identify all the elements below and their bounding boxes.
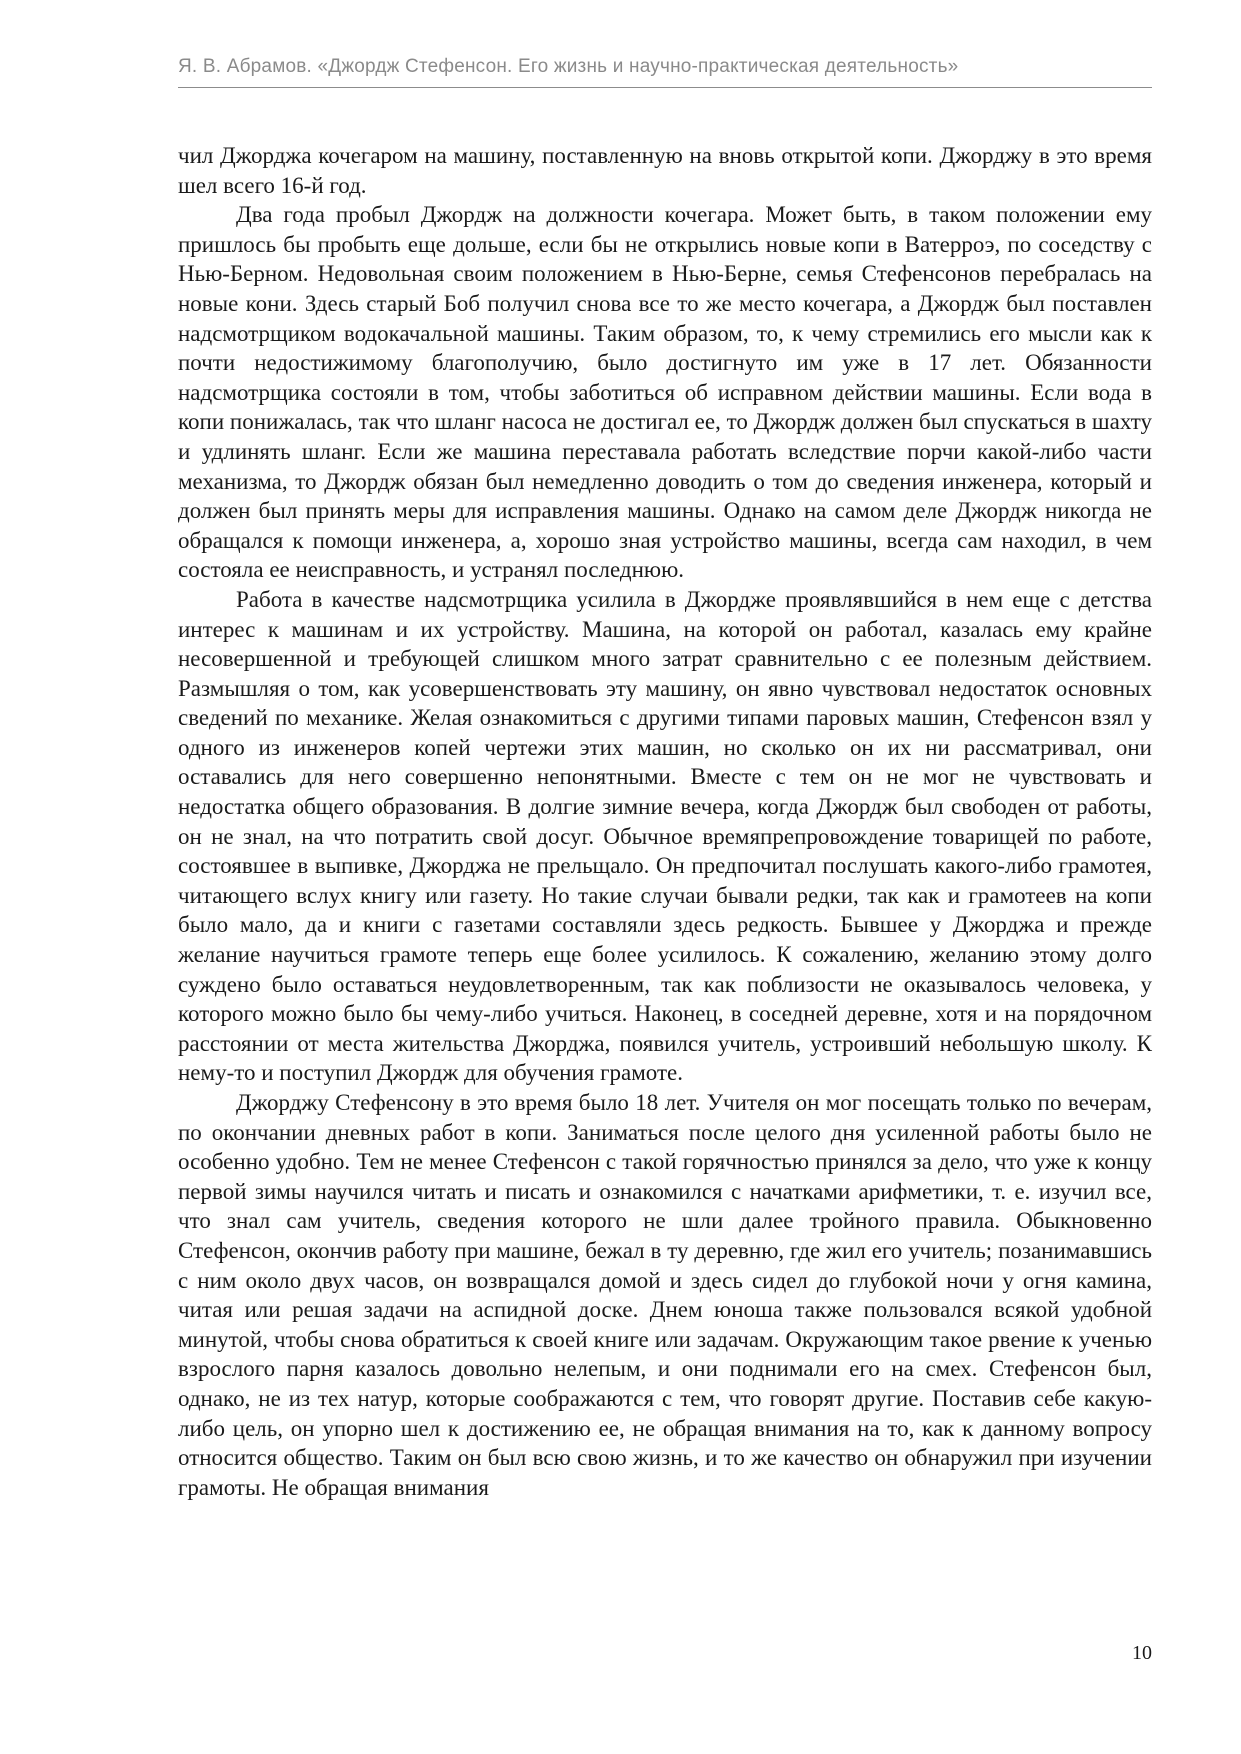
paragraph: Работа в качестве надсмотрщика усилила в Джордже проявлявшийся в нем еще с детства интерес к машинам и их устройству. Машина, на которой он работал, казалась ему крайне несовершенной и требующей слишком много затрат сравнительно с ее полезным действием. Размышляя о том, как усовершенствовать эту машину, он явно чувствовал недостаток основных сведений по механике. Желая ознакомиться с другими типами паровых машин, Стефенсон взял у одного из инженеров копей чертежи этих машин, но сколько он их ни рассматривал, они оставались для него совершенно непонятными. Вместе с тем он не мог не чувствовать и недостатка общего образования. В долгие зимние вечера, когда Джордж был свободен от работы, он не знал, на что потратить свой досуг. Обычное времяпрепровождение товарищей по работе, состоявшее в выпивке, Джорджа не прельщало. Он предпочитал послушать какого-либо грамотея, читающего вслух книгу или газету. Но такие случаи бывали редки, так как и грамотеев на копи было мало, да и книги с газетами составляли здесь редкость. Бывшее у Джорджа и прежде желание научиться грамоте теперь еще более усилилось. К сожалению, желанию этому долго суждено было оставаться неудовлетворенным, так как поблизости не оказывалось человека, у которого можно было бы чему-либо учиться. Наконец, в соседней деревне, хотя и на порядочном расстоянии от места жительства Джорджа, появился учитель, устроивший небольшую школу. К нему-то и поступил Джордж для обучения грамоте.	[178, 586, 1152, 1086]
paragraph-continuation: чил Джорджа кочегаром на машину, поставленную на вновь открытой копи. Джорджу в это время шел всего 16-й год.	[178, 143, 1152, 198]
paragraph: Джорджу Стефенсону в это время было 18 лет. Учителя он мог посещать только по вечерам, по окончании дневных работ в копи. Заниматься после целого дня усиленной работы было не особенно удобно. Тем не менее Стефенсон с такой горячностью принялся за дело, что уже к концу первой зимы научился читать и писать и ознакомился с начатками арифметики, т. е. изучил все, что знал сам учитель, сведения которого не шли далее тройного правила. Обыкновенно Стефенсон, окончив работу при машине, бежал в ту деревню, где жил его учитель; позанимавшись с ним около двух часов, он возвращался домой и здесь сидел до глубокой ночи у огня камина, читая или решая задачи на аспидной доске. Днем юноша также пользовался всякой удобной минутой, чтобы снова обратиться к своей книге или задачам. Окружающим такое рвение к ученью взрослого парня казалось довольно нелепым, и они поднимали его на смех. Стефенсон был, однако, не из тех натур, которые соображаются с тем, что говорят другие. Поставив себе какую-либо цель, он упорно шел к достижению ее, не обращая внимания на то, как к данному вопросу относится общество. Таким он был всю свою жизнь, и то же качество он обнаружил при изучении грамоты. Не обращая внимания	[178, 1090, 1152, 1500]
page-body	[178, 141, 1152, 1502]
running-title: Я. В. Абрамов. «Джордж Стефенсон. Его жизнь и научно-практическая деятельность»	[178, 56, 959, 77]
running-header	[178, 56, 1152, 88]
paragraph: Два года пробыл Джордж на должности кочегара. Может быть, в таком положении ему пришлось бы пробыть еще дольше, если бы не открылись новые копи в Ватерроэ, по соседству с Нью-Берном. Недовольная своим положением в Нью-Берне, семья Стефенсонов перебралась на новые кони. Здесь старый Боб получил снова все то же место кочегара, а Джордж был поставлен надсмотрщиком водокачальной машины. Таким образом, то, к чему стремились его мысли как к почти недостижимому благополучию, было достигнуто им уже в 17 лет. Обязанности надсмотрщика состояли в том, чтобы заботиться об исправном действии машины. Если вода в копи понижалась, так что шланг насоса не достигал ее, то Джордж должен был спускаться в шахту и удлинять шланг. Если же машина переставала работать вследствие порчи какой-либо части механизма, то Джордж обязан был немедленно доводить о том до сведения инженера, который и должен был принять меры для исправления машины. Однако на самом деле Джордж никогда не обращался к помощи инженера, а, хорошо зная устройство машины, всегда сам находил, в чем состояла ее неисправность, и устранял последнюю.	[178, 202, 1152, 583]
page-number: 10	[1132, 1642, 1152, 1664]
